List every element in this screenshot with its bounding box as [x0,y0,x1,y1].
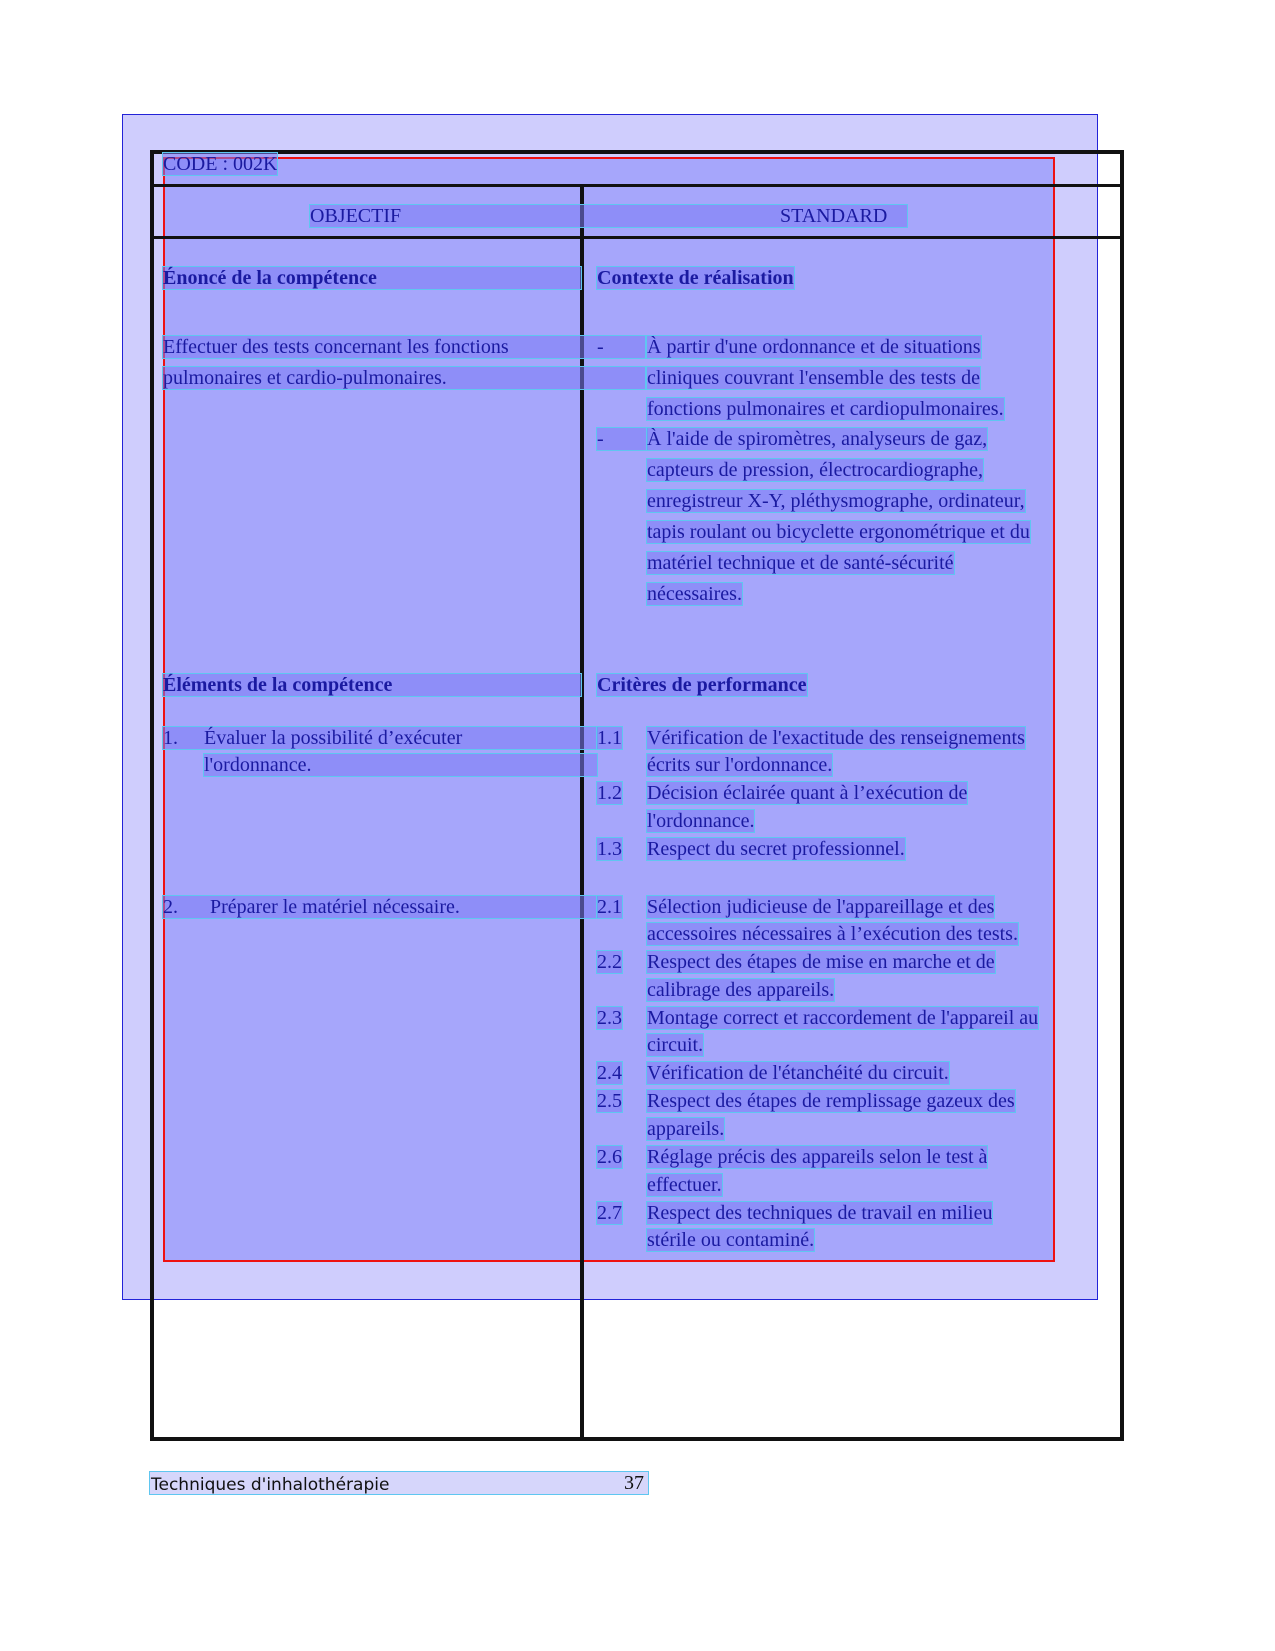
enonce-line-1: Effectuer des tests concernant les fonctions [163,336,509,358]
header-standard: STANDARD [780,205,888,227]
critere-2-2-line-2: calibrage des appareils. [647,979,835,1001]
critere-1-2-line-1: Décision éclairée quant à l’exécution de [647,782,968,804]
criteres-title: Critères de performance [597,674,807,696]
critere-2-7-line-1: Respect des techniques de travail en milieu [647,1202,993,1224]
row-divider-code [150,184,1124,187]
footer-label: Techniques d'inhalothérapie [151,1475,390,1495]
elements-title: Éléments de la compétence [163,674,393,696]
critere-2-6-line-2: effectuer. [647,1174,722,1196]
contexte-item2-line-3: enregistreur X-Y, pléthysmographe, ordinateur, [647,490,1025,512]
critere-2-5-line-2: appareils. [647,1118,725,1140]
critere-2-2-number: 2.2 [597,951,622,973]
element1-number: 1. [163,727,178,749]
contexte-item1-line-2: cliniques couvrant l'ensemble des tests de [647,367,980,389]
critere-1-1-line-1: Vérification de l'exactitude des renseignements [647,727,1025,749]
contexte-item1-line-1: À partir d'une ordonnance et de situations [647,336,981,358]
enonce-title: Énoncé de la compétence [163,267,377,289]
page-footer [150,1472,648,1494]
contexte-item1-line-3: fonctions pulmonaires et cardiopulmonaires. [647,398,1004,420]
contexte-title: Contexte de réalisation [597,267,794,289]
critere-2-4-line-1: Vérification de l'étanchéité du circuit. [647,1062,949,1084]
page-number: 37 [624,1472,644,1494]
critere-2-7-number: 2.7 [597,1202,622,1224]
contexte-item2-line-6: nécessaires. [647,583,742,605]
element1-line-2: l'ordonnance. [204,754,312,776]
header-objectif: OBJECTIF [310,205,402,227]
critere-2-2-line-1: Respect des étapes de mise en marche et de [647,951,995,973]
critere-2-5-number: 2.5 [597,1090,622,1112]
critere-1-2-line-2: l'ordonnance. [647,810,755,832]
critere-1-3-number: 1.3 [597,838,622,860]
critere-2-1-number: 2.1 [597,896,622,918]
critere-2-3-line-1: Montage correct et raccordement de l'appareil au [647,1007,1039,1029]
code-label: CODE : 002K [163,153,278,175]
critere-2-3-number: 2.3 [597,1007,622,1029]
critere-1-2-number: 1.2 [597,782,622,804]
element2-number: 2. [163,896,178,918]
critere-2-5-line-1: Respect des étapes de remplissage gazeux des [647,1090,1015,1112]
critere-2-7-line-2: stérile ou contaminé. [647,1229,815,1251]
critere-2-4-number: 2.4 [597,1062,622,1084]
critere-2-6-line-1: Réglage précis des appareils selon le test à [647,1146,988,1168]
contexte-bullet-2: - [597,428,604,450]
element1-line-1: Évaluer la possibilité d’exécuter [204,727,463,749]
critere-2-1-line-2: accessoires nécessaires à l’exécution des tests. [647,923,1018,945]
contexte-bullet-bar [597,428,647,450]
row-divider-header [150,236,1124,239]
contexte-item2-line-5: matériel technique et de santé-sécurité [647,552,954,574]
critere-2-3-line-2: circuit. [647,1034,704,1056]
contexte-bullet-1: - [597,336,604,358]
critere-2-6-number: 2.6 [597,1146,622,1168]
contexte-item2-line-2: capteurs de pression, électrocardiographe, [647,459,983,481]
element2-line: Préparer le matériel nécessaire. [210,896,460,918]
critere-1-1-line-2: écrits sur l'ordonnance. [647,754,833,776]
critere-2-1-line-1: Sélection judicieuse de l'appareillage et des [647,896,995,918]
contexte-item2-line-1: À l'aide de spiromètres, analyseurs de gaz, [647,428,988,450]
enonce-line-2: pulmonaires et cardio-pulmonaires. [163,367,447,389]
contexte-item2-line-4: tapis roulant ou bicyclette ergonométrique et du [647,521,1030,543]
critere-1-3-line-1: Respect du secret professionnel. [647,838,905,860]
critere-1-1-number: 1.1 [597,727,622,749]
